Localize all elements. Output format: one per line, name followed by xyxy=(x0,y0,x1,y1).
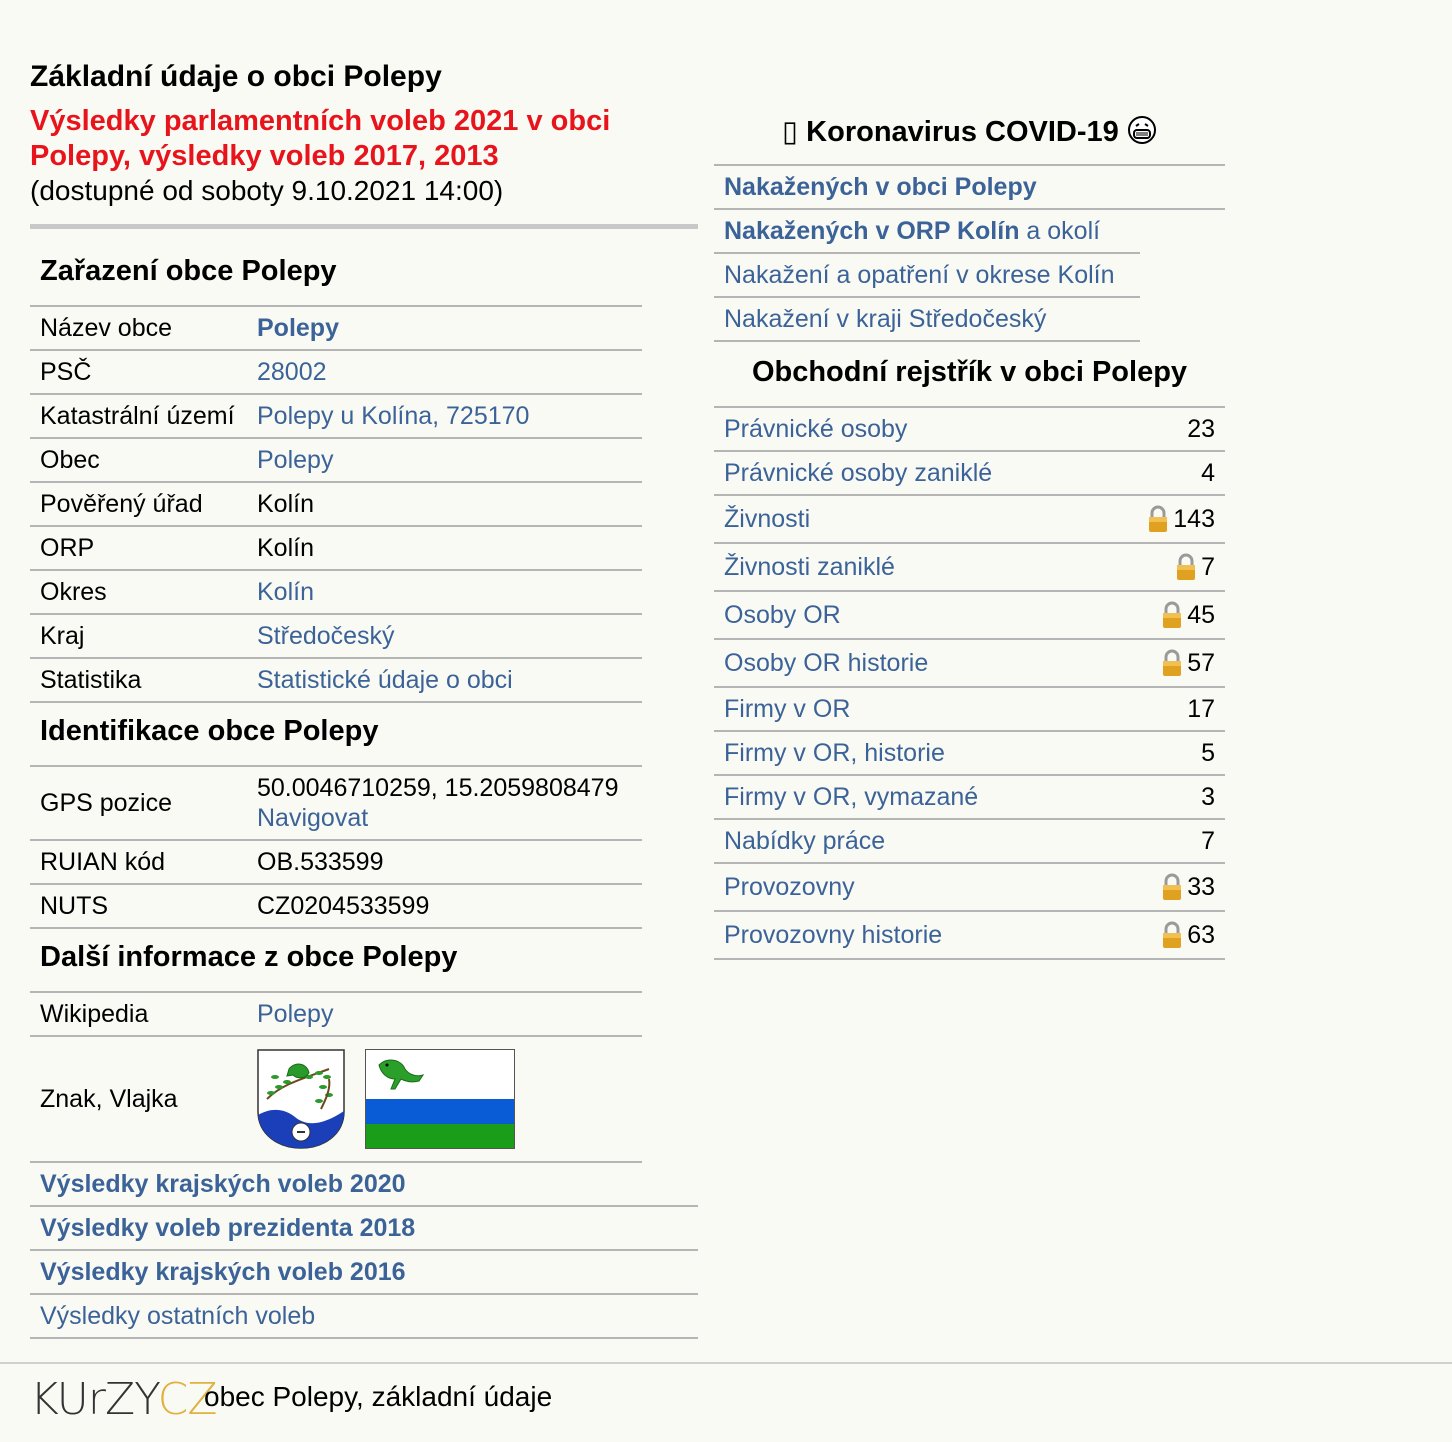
register-item-link[interactable]: Živnosti xyxy=(724,505,811,533)
left-column xyxy=(30,58,698,1339)
register-item-count: 4 xyxy=(1201,459,1215,487)
list-item xyxy=(714,496,1225,544)
coat-of-arms-image[interactable] xyxy=(257,1049,345,1149)
obec-link[interactable]: Polepy xyxy=(257,446,334,474)
register-item-count: 17 xyxy=(1187,695,1215,723)
register-item-link[interactable]: Firmy v OR xyxy=(724,695,851,723)
nuts-value: CZ0204533599 xyxy=(247,884,642,928)
covid-title xyxy=(714,112,1225,166)
classification-table xyxy=(30,305,642,703)
list-item xyxy=(714,688,1225,732)
regional-elections-2016-link[interactable]: Výsledky krajských voleb 2016 xyxy=(40,1258,406,1286)
table-row xyxy=(30,1036,642,1162)
list-item xyxy=(714,732,1225,776)
mask-face-icon xyxy=(1127,115,1157,145)
register-item-count: 7 xyxy=(1201,553,1215,581)
table-row xyxy=(30,482,642,526)
elections-2021-link[interactable]: Výsledky parlamentních voleb 2021 v obci Polepy, výsledky voleb 2017, 2013 xyxy=(30,105,611,172)
register-item-link[interactable]: Právnické osoby xyxy=(724,415,908,443)
placeholder-glyph: ▯ xyxy=(782,116,799,148)
covid-links xyxy=(714,166,1225,342)
register-item-count: 45 xyxy=(1187,601,1215,629)
row-key: Katastrální území xyxy=(30,394,247,438)
flag-image[interactable] xyxy=(365,1049,515,1149)
table-row xyxy=(30,614,642,658)
table-row xyxy=(30,884,642,928)
identification-title: Identifikace obce Polepy xyxy=(40,715,379,747)
register-item-link[interactable]: Firmy v OR, vymazané xyxy=(724,783,979,811)
register-item-count: 33 xyxy=(1187,873,1215,901)
table-row xyxy=(30,438,642,482)
row-key: Okres xyxy=(30,570,247,614)
table-row xyxy=(30,350,642,394)
register-item-link[interactable]: Provozovny historie xyxy=(724,921,943,949)
statistics-link[interactable]: Statistické údaje o obci xyxy=(257,666,513,694)
register-item-count: 5 xyxy=(1201,739,1215,767)
row-key: Obec xyxy=(30,438,247,482)
footer xyxy=(0,1362,1452,1442)
lock-icon xyxy=(1147,505,1169,533)
table-row xyxy=(30,394,642,438)
row-key: NUTS xyxy=(30,884,247,928)
footer-caption: obec Polepy, základní údaje xyxy=(204,1381,553,1412)
covid-okres-link[interactable]: Nakažení a opatření v okrese Kolín xyxy=(724,261,1115,289)
table-row xyxy=(30,766,642,840)
register-item-link[interactable]: Osoby OR xyxy=(724,601,841,629)
obec-name-link[interactable]: Polepy xyxy=(257,314,339,342)
row-key: PSČ xyxy=(30,350,247,394)
row-key: RUIAN kód xyxy=(30,840,247,884)
more-info-table xyxy=(30,991,642,1163)
list-item xyxy=(714,640,1225,688)
register-item-count: 7 xyxy=(1201,827,1215,855)
table-row xyxy=(30,658,642,702)
kurzy-logo[interactable]: KUrZYCZ xyxy=(30,1374,217,1425)
covid-obec-link[interactable]: Nakažených v obci Polepy xyxy=(724,173,1037,201)
row-key: Wikipedia xyxy=(30,992,247,1036)
list-item xyxy=(714,544,1225,592)
table-row xyxy=(30,570,642,614)
list-item xyxy=(714,408,1225,452)
list-item xyxy=(714,912,1225,960)
list-item xyxy=(714,776,1225,820)
ruian-value: OB.533599 xyxy=(247,840,642,884)
regional-elections-2020-link[interactable]: Výsledky krajských voleb 2020 xyxy=(40,1170,406,1198)
register-list xyxy=(714,408,1225,960)
register-title: Obchodní rejstřík v obci Polepy xyxy=(714,342,1225,408)
register-item-link[interactable]: Živnosti zaniklé xyxy=(724,553,895,581)
row-key: Pověřený úřad xyxy=(30,482,247,526)
list-item xyxy=(714,820,1225,864)
gps-coordinates: 50.0046710259, 15.2059808479 xyxy=(257,774,619,802)
table-row xyxy=(30,992,642,1036)
register-item-link[interactable]: Firmy v OR, historie xyxy=(724,739,945,767)
row-key: ORP xyxy=(30,526,247,570)
covid-orp-link[interactable]: Nakažených v ORP Kolín a okolí xyxy=(724,217,1101,245)
availability-note: (dostupné od soboty 9.10.2021 14:00) xyxy=(30,175,504,206)
register-item-link[interactable]: Osoby OR historie xyxy=(724,649,929,677)
row-key: Statistika xyxy=(30,658,247,702)
more-info-title: Další informace z obce Polepy xyxy=(40,941,458,973)
row-key: Název obce xyxy=(30,306,247,350)
lock-icon xyxy=(1161,649,1183,677)
navigate-link[interactable]: Navigovat xyxy=(257,804,369,832)
lock-icon xyxy=(1161,921,1183,949)
table-row xyxy=(30,306,642,350)
presidential-elections-2018-link[interactable]: Výsledky voleb prezidenta 2018 xyxy=(40,1214,416,1242)
register-item-link[interactable]: Právnické osoby zaniklé xyxy=(724,459,993,487)
page-title: Základní údaje o obci Polepy xyxy=(30,60,442,93)
other-elections-link[interactable]: Výsledky ostatních voleb xyxy=(40,1302,316,1330)
kraj-link[interactable]: Středočeský xyxy=(257,622,395,650)
identification-table xyxy=(30,765,642,929)
row-value: Kolín xyxy=(247,482,642,526)
cadastral-link[interactable]: Polepy u Kolína, 725170 xyxy=(257,402,530,430)
register-item-count: 143 xyxy=(1173,505,1215,533)
wikipedia-link[interactable]: Polepy xyxy=(257,1000,334,1028)
covid-kraj-link[interactable]: Nakažení v kraji Středočeský xyxy=(724,305,1047,333)
row-key: Znak, Vlajka xyxy=(30,1036,247,1162)
right-column xyxy=(714,112,1225,960)
register-item-link[interactable]: Nabídky práce xyxy=(724,827,886,855)
lock-icon xyxy=(1175,553,1197,581)
table-row xyxy=(30,526,642,570)
register-item-count: 3 xyxy=(1201,783,1215,811)
classification-title: Zařazení obce Polepy xyxy=(40,255,337,287)
register-item-count: 57 xyxy=(1187,649,1215,677)
covid-title-text: Koronavirus COVID-19 xyxy=(806,116,1119,148)
lock-icon xyxy=(1161,601,1183,629)
list-item xyxy=(714,864,1225,912)
elections-links xyxy=(30,1163,698,1339)
register-item-link[interactable]: Provozovny xyxy=(724,873,855,901)
row-value: Kolín xyxy=(247,526,642,570)
row-key: GPS pozice xyxy=(30,766,247,840)
row-key: Kraj xyxy=(30,614,247,658)
register-item-count: 23 xyxy=(1187,415,1215,443)
list-item xyxy=(714,592,1225,640)
okres-link[interactable]: Kolín xyxy=(257,578,314,606)
table-row xyxy=(30,840,642,884)
list-item xyxy=(714,452,1225,496)
lock-icon xyxy=(1161,873,1183,901)
psc-link[interactable]: 28002 xyxy=(257,358,327,386)
register-item-count: 63 xyxy=(1187,921,1215,949)
